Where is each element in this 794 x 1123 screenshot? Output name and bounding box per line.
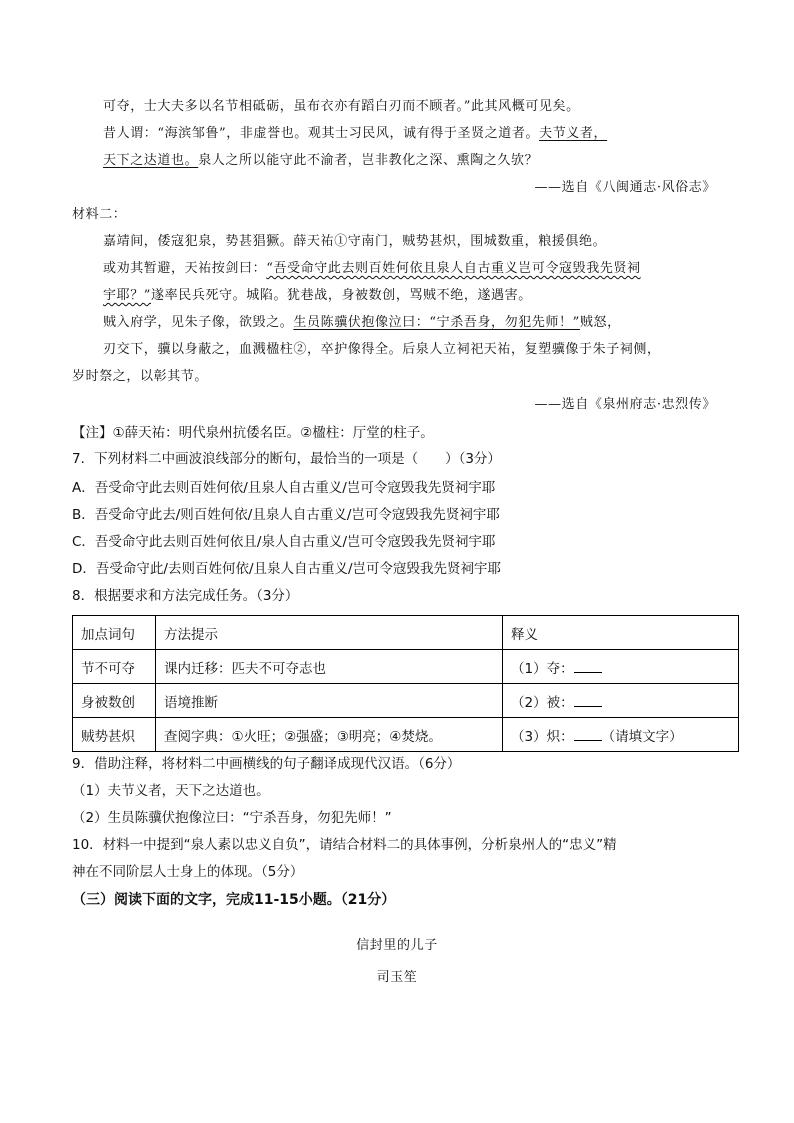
table-header-cell: 释义 [503,616,739,650]
table-cell-method: 课内迁移：匹夫不可夺志也 [156,650,503,684]
question-9-item: （1）夫节义者，天下之达道也。 [72,783,270,799]
annotation-note: 【注】①薛天祐：明代泉州抗倭名臣。②楹柱：厅堂的柱子。 [72,425,434,441]
material2-source: ——选自《泉州府志·忠烈传》 [534,397,716,412]
table-cell-word: 贼势甚炽 [73,718,156,752]
meaning-hint: （请填文字） [601,728,683,745]
meaning-label: （3）炽： [511,728,574,745]
meaning-label: （1）夺： [511,660,574,677]
material2-line [103,286,532,306]
table-row [73,718,739,752]
wavy-underlined-sentence: “吾受命守此去则百姓何依且泉人自古重义岂可令寇毁我先贤祠 [266,261,641,276]
story-title: 信封里的儿子 [356,938,438,953]
question-7-stem: 7．下列材料二中画波浪线部分的断句，最恰当的一项是（ ）（3分） [72,451,501,467]
table-cell-word: 节不可夺 [73,650,156,684]
question-7-option-a[interactable]: A．吾受命守此去则百姓何依/且泉人自古重义/岂可令寇毁我先贤祠宇耶 [72,480,496,496]
material2-line: 嘉靖间，倭寇犯泉，势甚猖獗。薛天祐①守南门，贼势甚炽，围城数重，粮援俱绝。 [103,234,607,249]
material1-text: 泉人之所以能守此不渝者，岂非教化之深、熏陶之久欤？ [198,153,539,168]
table-header-row [73,616,739,650]
material1-text: 昔人谓：“海滨邹鲁”，非虚誉也。观其士习民风，诚有得于圣贤之道者。 [103,126,540,141]
table-cell-method: 语境推断 [156,684,503,718]
material1-source: ——选自《八闽通志·风俗志》 [534,180,716,195]
table-row [73,684,739,718]
material2-line: 岁时祭之，以彰其节。 [72,369,209,384]
question-10-stem: 10．材料一中提到“泉人素以忠义自负”，请结合材料二的具体事例，分析泉州人的“忠义”精 [72,837,617,853]
table-row [73,650,739,684]
material2-heading: 材料二： [72,207,127,222]
question-8-table [72,615,739,752]
question-9-item: （2）生员陈骥伏抱像泣曰：“宁杀吾身，勿犯先师！” [72,810,392,826]
underlined-sentence: 生员陈骥伏抱像泣曰：“宁杀吾身，勿犯先师！” [293,315,580,330]
answer-blank[interactable] [574,728,602,741]
question-9-stem: 9．借助注释，将材料二中画横线的句子翻译成现代汉语。（6分） [72,756,461,772]
material1-line [103,151,538,171]
underlined-sentence: 夫节义者， [539,126,608,141]
table-header-cell: 方法提示 [156,616,503,650]
material2-text: 贼怒， [579,315,621,330]
material2-text: 遂率民兵死守。城陷。犹巷战，身被数创，骂贼不绝，遂遇害。 [151,288,532,303]
table-cell-word: 身被数创 [73,684,156,718]
material2-line [103,259,641,279]
question-7-option-d[interactable]: D．吾受命守此/去则百姓何依/且泉人自古重义/岂可令寇毁我先贤祠宇耶 [72,561,502,577]
material1-line: 可夺，士大夫多以名节相砥砺，虽布衣亦有蹈白刃而不顾者。”此其风概可见矣。 [103,99,580,114]
question-10-stem: 神在不同阶层人士身上的体现。（5分） [72,864,304,880]
question-8-stem: 8．根据要求和方法完成任务。（3分） [72,588,299,604]
table-cell-method: 查阅字典：①火旺；②强盛；③明亮；④焚烧。 [156,718,503,752]
underlined-sentence: 天下之达道也。 [103,153,199,168]
answer-blank[interactable] [574,660,602,673]
question-7-option-c[interactable]: C．吾受命守此去则百姓何依且/泉人自古重义/岂可令寇毁我先贤祠宇耶 [72,534,496,550]
section-heading: （三）阅读下面的文字，完成11-15小题。（21分） [72,892,396,908]
material2-line: 刃交下，骥以身蔽之，血溅楹柱②，卒护像得全。后泉人立祠祀天祐，复塑骥像于朱子祠侧， [103,342,661,357]
table-cell-meaning [503,718,739,752]
table-cell-meaning [503,684,739,718]
material2-text: 贼入府学，见朱子像，欲毁之。 [103,315,294,330]
table-cell-meaning [503,650,739,684]
question-7-option-b[interactable]: B．吾受命守此去/则百姓何依/且泉人自古重义/岂可令寇毁我先贤祠宇耶 [72,507,500,523]
meaning-label: （2）被： [511,694,574,711]
answer-blank[interactable] [574,694,602,707]
table-header-cell: 加点词句 [73,616,156,650]
story-author: 司玉笙 [376,970,418,985]
wavy-underlined-sentence: 宇耶？” [103,288,152,303]
material2-line [103,313,621,333]
material1-line [103,124,607,144]
material2-text: 或劝其暂避，天祐按剑曰： [103,261,267,276]
